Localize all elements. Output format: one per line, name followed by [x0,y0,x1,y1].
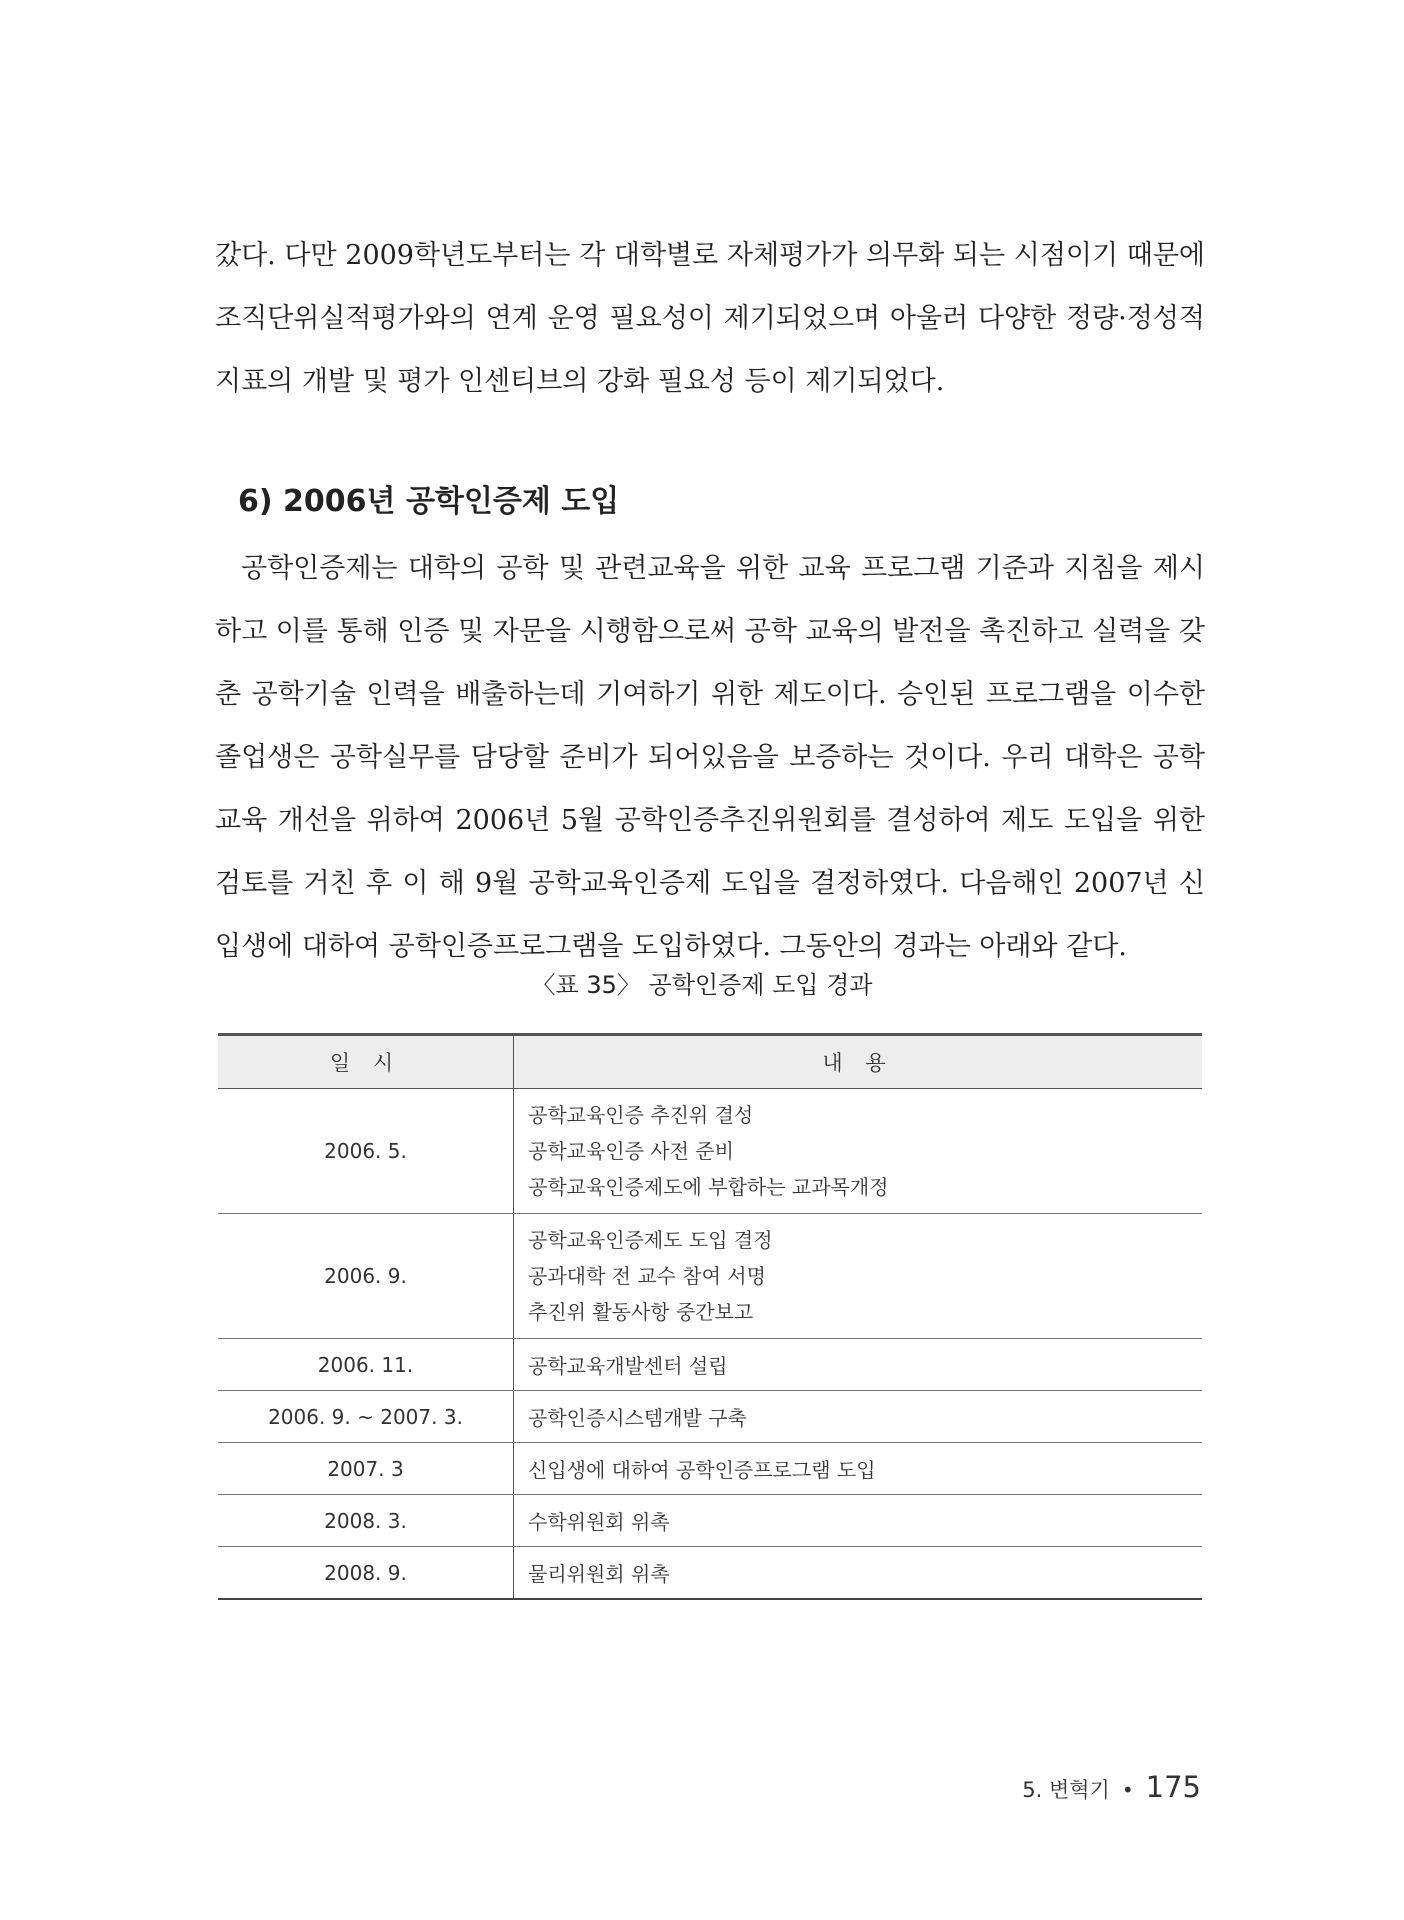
row-item: 공과대학 전 교수 참여 서명 [528,1264,766,1288]
header-content: 내 용 [514,1035,1203,1089]
section-title: 6) 2006년 공학인증제 도입 [238,484,620,519]
row-content: 공학교육개발센터 설립 [514,1339,1203,1391]
row-date: 2006. 9. ~ 2007. 3. [218,1391,514,1443]
intro-paragraph-text: 갔다. 다만 2009학년도부터는 각 대학별로 자체평가가 의무화 되는 시점이기 때문에 조직단위실적평가와의 연계 운영 필요성이 제기되었으며 아울러 다양한 정량·정성적 지표의 개발 및 평가 인센티브의 강화 필요성 등이 제기되었다. [215,240,1205,397]
page-number: 175 [1145,1770,1201,1804]
row-item: 공학교육인증제도 도입 결정 [528,1228,773,1252]
row-content: 공학인증시스템개발 구축 [514,1391,1203,1443]
table-row [218,1391,1202,1443]
body-paragraph [215,537,1205,978]
table-row [218,1547,1202,1600]
table-caption: 〈표 35〉 공학인증제 도입 경과 [531,971,873,999]
row-date: 2006. 11. [218,1339,514,1391]
table-header-row [218,1035,1202,1089]
row-content: 물리위원회 위촉 [514,1547,1203,1600]
row-item: 공학교육인증 사전 준비 [528,1139,734,1163]
row-content [514,1089,1203,1214]
row-date: 2006. 9. [218,1214,514,1339]
row-item: 공학교육인증 추진위 결성 [528,1103,754,1127]
table-row [218,1214,1202,1339]
row-date: 2008. 3. [218,1495,514,1547]
certification-timeline-table [218,1033,1202,1600]
intro-paragraph [215,224,1205,413]
header-date: 일 시 [218,1035,514,1089]
table-row [218,1089,1202,1214]
bullet-icon: • [1121,1778,1134,1802]
row-content: 신입생에 대하여 공학인증프로그램 도입 [514,1443,1203,1495]
row-date: 2007. 3 [218,1443,514,1495]
chapter-label: 5. 변혁기 [1022,1778,1110,1802]
body-paragraph-text: 공학인증제는 대학의 공학 및 관련교육을 위한 교육 프로그램 기준과 지침을 제시하고 이를 통해 인증 및 자문을 시행함으로써 공학 교육의 발전을 촉진하고 실력을 갖춘 공학기술 인력을 배출하는데 기여하기 위한 제도이다. 승인된 프로그램을 이수한 졸업생은 공학실무를 담당할 준비가 되어있음을 보증하는 것이다. 우리 대학은 공학교육 개선을 위하여 2006년 5월 공학인증추진위원회를 결성하여 제도 도입을 위한 검토를 거친 후 이 해 9월 공학교육인증제 도입을 결정하였다. 다음해인 2007년 신입생에 대하여 공학인증프로그램을 도입하였다. 그동안의 경과는 아래와 같다. [215,553,1205,962]
row-item: 추진위 활동사항 중간보고 [528,1300,754,1324]
table-row [218,1443,1202,1495]
row-content: 수학위원회 위촉 [514,1495,1203,1547]
row-item: 공학교육인증제도에 부합하는 교과목개정 [528,1175,889,1199]
page-footer [1022,1770,1201,1804]
table-row [218,1495,1202,1547]
row-content [514,1214,1203,1339]
table-row [218,1339,1202,1391]
row-date: 2008. 9. [218,1547,514,1600]
row-date: 2006. 5. [218,1089,514,1214]
